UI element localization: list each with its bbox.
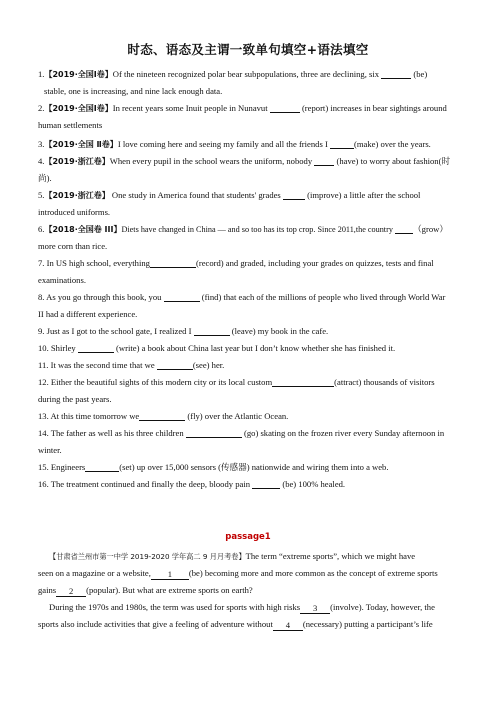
question-11 xyxy=(38,357,458,374)
question-hint: (make) over the years. xyxy=(353,139,431,149)
question-number: 4. xyxy=(38,156,45,166)
question-text: When every pupil in the school wears the uniform, nobody xyxy=(109,156,313,166)
answer-blank[interactable] xyxy=(283,189,305,200)
question-number: 8. xyxy=(38,292,45,302)
question-14 xyxy=(38,425,458,459)
question-hint: (have) to worry about fashion(时 xyxy=(336,156,451,166)
question-hint: （grow） xyxy=(413,224,448,234)
passage-source: 【甘肃省兰州市第一中学 2019-2020 学年高二 9 月月考卷】 xyxy=(49,552,246,561)
passage-blank-4[interactable]: 4 xyxy=(273,620,303,631)
question-3 xyxy=(38,136,458,153)
question-text: Just as I got to the school gate, I realized I xyxy=(46,326,192,336)
question-2 xyxy=(38,100,458,134)
question-text: As you go through this book, you xyxy=(46,292,162,302)
question-text-cont: introduced uniforms. xyxy=(38,207,111,217)
answer-blank[interactable] xyxy=(395,223,413,234)
question-text: I love coming here and seeing my family and all the friends I xyxy=(117,139,328,149)
page-title: 时态、语态及主谓一致单句填空+语法填空 xyxy=(127,42,369,57)
answer-blank[interactable] xyxy=(157,359,193,370)
question-hint: (be) xyxy=(413,69,428,79)
question-16 xyxy=(38,476,458,493)
question-15 xyxy=(38,459,458,476)
question-text-cont: stable, one is increasing, and nine lack enough data. xyxy=(44,86,223,96)
question-hint: (attract) thousands of visitors xyxy=(334,377,435,387)
question-hint: (record) and graded, including your grades on quizzes, tests and final xyxy=(195,258,434,268)
question-source: 【2019·全国 Ⅱ卷】 xyxy=(44,140,118,149)
question-number: 14. xyxy=(38,428,49,438)
answer-blank[interactable] xyxy=(272,376,334,387)
question-hint: (write) a book about China last year but I don’t know whether she has finished it. xyxy=(116,343,396,353)
question-text-cont: during the past years. xyxy=(38,394,112,404)
question-text: Engineers xyxy=(50,462,86,472)
question-hint: (be) 100% healed. xyxy=(282,479,346,489)
answer-blank[interactable] xyxy=(78,342,114,353)
passage-heading: passage1 xyxy=(225,532,271,542)
question-text-cont: more corn than rice. xyxy=(38,241,108,251)
answer-blank[interactable] xyxy=(186,427,242,438)
question-12 xyxy=(38,374,458,408)
question-8 xyxy=(38,289,458,323)
passage-blank-1[interactable]: 1 xyxy=(151,569,189,580)
answer-blank[interactable] xyxy=(164,291,200,302)
question-source: 【2019·全国Ⅰ卷】 xyxy=(44,104,113,113)
question-source: 【2019·浙江卷】 xyxy=(44,157,110,166)
question-text: The father as well as his three children xyxy=(50,428,184,438)
question-number: 16. xyxy=(38,479,49,489)
question-number: 7. xyxy=(38,258,45,268)
answer-blank[interactable] xyxy=(85,461,119,472)
question-hint: (report) increases in bear sightings around xyxy=(301,103,447,113)
question-hint: (improve) a little after the school xyxy=(307,190,421,200)
question-text-cont: human settlements xyxy=(38,120,103,130)
question-9 xyxy=(38,323,458,340)
question-hint: (set) up over 15,000 sensors (传感器) nationwide and wiring them into a web. xyxy=(119,462,389,472)
question-text-cont: II had a different experience. xyxy=(38,309,138,319)
passage-paragraph-2 xyxy=(38,599,458,633)
answer-blank[interactable] xyxy=(270,102,300,113)
question-hint: (see) her. xyxy=(192,360,225,370)
question-text: In US high school, everything xyxy=(46,258,150,268)
question-number: 9. xyxy=(38,326,45,336)
question-source: 【2019·浙江卷】 xyxy=(44,191,110,200)
question-hint: (go) skating on the frozen river every Sunday afternoon in xyxy=(243,428,445,438)
question-7 xyxy=(38,255,458,289)
question-number: 2. xyxy=(38,103,45,113)
question-text: It was the second time that we xyxy=(50,360,155,370)
answer-blank[interactable] xyxy=(150,257,196,268)
question-13 xyxy=(38,408,458,425)
passage-blank-2[interactable]: 2 xyxy=(56,586,86,597)
question-source: 【2018·全国卷 III】 xyxy=(44,225,122,234)
question-number: 13. xyxy=(38,411,49,421)
question-text-cont: 尚). xyxy=(38,173,52,183)
question-10 xyxy=(38,340,458,357)
question-text: At this time tomorrow we xyxy=(50,411,140,421)
answer-blank[interactable] xyxy=(314,155,334,166)
question-number: 1. xyxy=(38,69,45,79)
question-1 xyxy=(38,66,458,100)
question-text: Shirley xyxy=(50,343,76,353)
answer-blank[interactable] xyxy=(139,410,185,421)
question-number: 3. xyxy=(38,139,45,149)
answer-blank[interactable] xyxy=(194,325,230,336)
answer-blank[interactable] xyxy=(330,138,354,149)
question-text: Of the nineteen recognized polar bear subpopulations, three are declining, six xyxy=(112,69,380,79)
question-number: 10. xyxy=(38,343,49,353)
question-number: 5. xyxy=(38,190,45,200)
passage-text: (popular). But what are extreme sports on earth? xyxy=(86,585,253,595)
answer-blank[interactable] xyxy=(381,68,411,79)
question-text-cont: examinations. xyxy=(38,275,86,285)
question-number: 6. xyxy=(38,224,45,234)
passage-text: seen on a magazine or a website, xyxy=(38,568,151,578)
question-number: 15. xyxy=(38,462,49,472)
passage-text: (necessary) putting a participant’s life xyxy=(302,619,433,629)
question-text: Either the beautiful sights of this modern city or its local custom xyxy=(50,377,273,387)
question-hint: (fly) over the Atlantic Ocean. xyxy=(187,411,289,421)
question-6 xyxy=(38,221,458,255)
question-hint: (leave) my book in the cafe. xyxy=(231,326,329,336)
passage-text: During the 1970s and 1980s, the term was used for sports with high risks xyxy=(49,602,301,612)
question-5 xyxy=(38,187,458,221)
passage-text: gains xyxy=(38,585,57,595)
question-text: In recent years some Inuit people in Nunavut xyxy=(112,103,268,113)
question-4 xyxy=(38,153,458,187)
question-text: Diets have changed in China — and so too has its top crop. Since 2011,the country xyxy=(121,225,393,234)
passage-blank-3[interactable]: 3 xyxy=(300,603,330,614)
passage-text: sports also include activities that give a feeling of adventure without xyxy=(38,619,273,629)
passage-paragraph-1 xyxy=(38,548,458,599)
question-number: 11. xyxy=(38,360,49,370)
passage-text: (be) becoming more and more common as the concept of extreme sports xyxy=(188,568,438,578)
passage-text: The term “extreme sports”, which we might have xyxy=(245,551,416,561)
question-text: The treatment continued and finally the deep, bloody pain xyxy=(50,479,251,489)
question-source: 【2019·全国Ⅰ卷】 xyxy=(44,70,113,79)
question-hint: (find) that each of the millions of people who lived through World War xyxy=(201,292,446,302)
question-number: 12. xyxy=(38,377,49,387)
question-text-cont: winter. xyxy=(38,445,62,455)
answer-blank[interactable] xyxy=(252,478,280,489)
question-text: One study in America found that students' grades xyxy=(111,190,281,200)
passage-text: (involve). Today, however, the xyxy=(330,602,435,612)
